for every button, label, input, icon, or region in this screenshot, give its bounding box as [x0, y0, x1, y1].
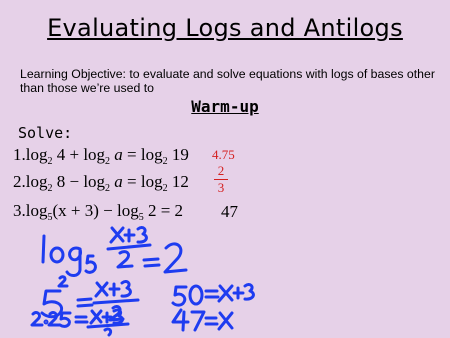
warmup-heading: Warm-up: [191, 97, 259, 116]
answer-3: 47: [221, 202, 238, 221]
handwritten-line-5: [173, 310, 232, 330]
learning-objective: Learning Objective: to evaluate and solve equations with logs of bases other than those we’re used to: [20, 67, 435, 95]
answer-2-numerator: 2: [217, 163, 225, 178]
equation-2: $2.\log_2$ $8 - \log_2 a = \log_2 12$: [13, 172, 189, 194]
answer-2-denominator: 3: [217, 180, 225, 195]
handwritten-line-1: [108, 228, 186, 272]
solve-label: Solve:: [18, 124, 73, 142]
handwritten-log5: [43, 236, 95, 276]
equation-3: $3.\log_5(x + 3) - \log_5 2 = 2$: [13, 201, 184, 223]
equation-1: $1.\log_2$ $4 + \log_2 a = \log_2 19$: [13, 145, 189, 167]
handwritten-line-3: [32, 310, 128, 335]
slide-title: Evaluating Logs and Antilogs: [47, 14, 403, 42]
handwritten-line-4: [173, 285, 253, 306]
answer-1: 4.75: [212, 147, 235, 162]
